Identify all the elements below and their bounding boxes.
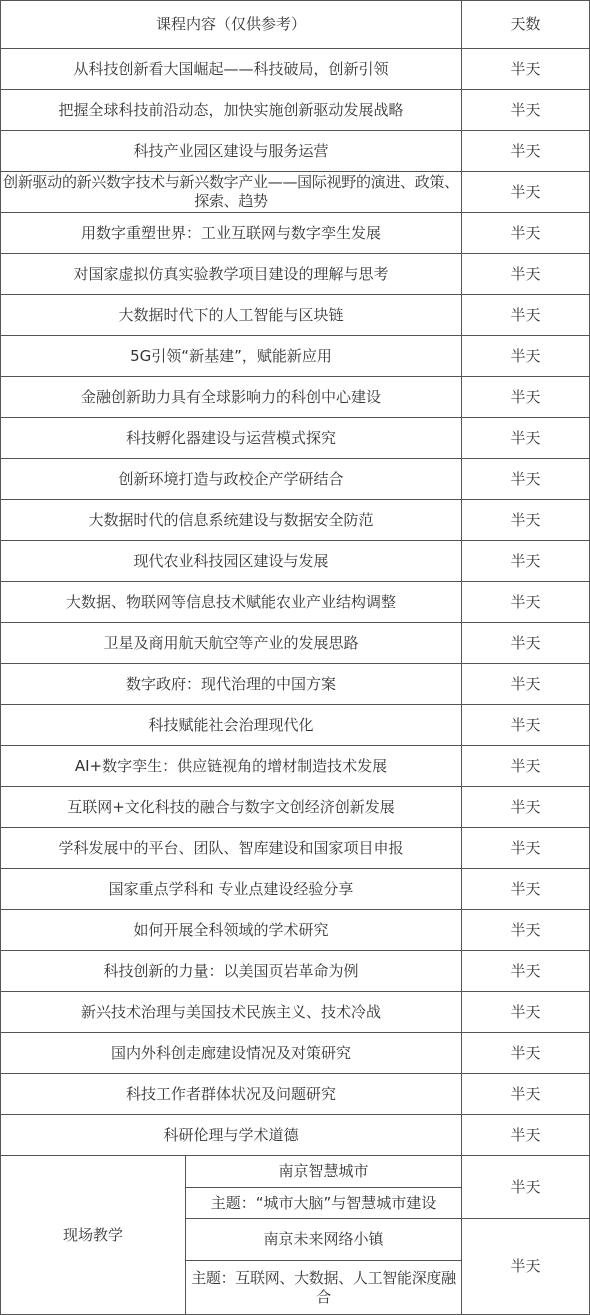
course-days: 半天 (462, 623, 590, 664)
field-teaching-label: 现场教学 (1, 1156, 186, 1315)
site-name: 南京未来网络小镇 (186, 1219, 462, 1261)
course-content: 从科技创新看大国崛起——科技破局，创新引领 (1, 49, 462, 90)
course-days: 半天 (462, 377, 590, 418)
table-row (1, 951, 590, 992)
table-row (1, 992, 590, 1033)
course-days: 半天 (462, 418, 590, 459)
course-content: 新兴技术治理与美国技术民族主义、技术冷战 (1, 992, 462, 1033)
course-content: 大数据、物联网等信息技术赋能农业产业结构调整 (1, 582, 462, 623)
course-content: 用数字重塑世界：工业互联网与数字孪生发展 (1, 213, 462, 254)
course-days: 半天 (462, 705, 590, 746)
course-content: 数字政府：现代治理的中国方案 (1, 664, 462, 705)
course-days: 半天 (462, 582, 590, 623)
course-content: 互联网+文化科技的融合与数字文创经济创新发展 (1, 787, 462, 828)
table-row (1, 459, 590, 500)
course-content: 5G引领“新基建”，赋能新应用 (1, 336, 462, 377)
site-theme: 主题：互联网、大数据、人工智能深度融合 (186, 1261, 462, 1315)
table-row (1, 49, 590, 90)
course-content: 对国家虚拟仿真实验教学项目建设的理解与思考 (1, 254, 462, 295)
table-row (1, 254, 590, 295)
course-days: 半天 (462, 541, 590, 582)
table-row (1, 705, 590, 746)
course-content: AI+数字孪生：供应链视角的增材制造技术发展 (1, 746, 462, 787)
course-days: 半天 (462, 951, 590, 992)
table-row (1, 213, 590, 254)
course-days: 半天 (462, 213, 590, 254)
course-content: 学科发展中的平台、团队、智库建设和国家项目申报 (1, 828, 462, 869)
course-days: 半天 (462, 910, 590, 951)
course-content: 创新环境打造与政校企产学研结合 (1, 459, 462, 500)
table-row (1, 746, 590, 787)
course-content: 国内外科创走廊建设情况及对策研究 (1, 1033, 462, 1074)
site-name: 南京智慧城市 (186, 1156, 462, 1188)
course-content: 科技赋能社会治理现代化 (1, 705, 462, 746)
course-days: 半天 (462, 459, 590, 500)
course-content: 金融创新助力具有全球影响力的科创中心建设 (1, 377, 462, 418)
table-row (1, 172, 590, 213)
table-row (1, 787, 590, 828)
course-days: 半天 (462, 1074, 590, 1115)
table-row (1, 1033, 590, 1074)
course-content: 科技创新的力量：以美国页岩革命为例 (1, 951, 462, 992)
course-content: 科技产业园区建设与服务运营 (1, 131, 462, 172)
table-row (1, 582, 590, 623)
course-content: 科技孵化器建设与运营模式探究 (1, 418, 462, 459)
course-content: 科技工作者群体状况及问题研究 (1, 1074, 462, 1115)
table-row (1, 500, 590, 541)
course-days: 半天 (462, 992, 590, 1033)
course-days: 半天 (462, 746, 590, 787)
course-days: 半天 (462, 1033, 590, 1074)
table-row (1, 295, 590, 336)
header-days: 天数 (462, 1, 590, 49)
table-row (1, 1074, 590, 1115)
course-content: 大数据时代的信息系统建设与数据安全防范 (1, 500, 462, 541)
course-content: 国家重点学科和 专业点建设经验分享 (1, 869, 462, 910)
course-content: 现代农业科技园区建设与发展 (1, 541, 462, 582)
course-content: 创新驱动的新兴数字技术与新兴数字产业——国际视野的演进、政策、探索、趋势 (1, 172, 462, 213)
course-content: 把握全球科技前沿动态，加快实施创新驱动发展战略 (1, 90, 462, 131)
course-days: 半天 (462, 49, 590, 90)
table-row (1, 869, 590, 910)
course-days: 半天 (462, 172, 590, 213)
table-row (1, 664, 590, 705)
header-content: 课程内容（仅供参考） (1, 1, 462, 49)
course-content: 如何开展全科领域的学术研究 (1, 910, 462, 951)
course-days: 半天 (462, 1115, 590, 1156)
course-days: 半天 (462, 336, 590, 377)
field-teaching-row (1, 1156, 590, 1188)
course-days: 半天 (462, 664, 590, 705)
table-row (1, 336, 590, 377)
course-days: 半天 (462, 500, 590, 541)
course-days: 半天 (462, 131, 590, 172)
site-days: 半天 (462, 1219, 590, 1315)
table-row (1, 541, 590, 582)
table-row (1, 623, 590, 664)
course-days: 半天 (462, 869, 590, 910)
course-content: 大数据时代下的人工智能与区块链 (1, 295, 462, 336)
table-row (1, 377, 590, 418)
course-days: 半天 (462, 295, 590, 336)
table-row (1, 131, 590, 172)
course-days: 半天 (462, 90, 590, 131)
table-row (1, 828, 590, 869)
site-days: 半天 (462, 1156, 590, 1219)
table-header-row (1, 1, 590, 49)
course-content: 科研伦理与学术道德 (1, 1115, 462, 1156)
course-content: 卫星及商用航天航空等产业的发展思路 (1, 623, 462, 664)
site-theme: 主题：“城市大脑”与智慧城市建设 (186, 1188, 462, 1219)
table-row (1, 910, 590, 951)
course-days: 半天 (462, 787, 590, 828)
table-row (1, 418, 590, 459)
table-row (1, 1115, 590, 1156)
course-days: 半天 (462, 254, 590, 295)
table-row (1, 90, 590, 131)
course-days: 半天 (462, 828, 590, 869)
